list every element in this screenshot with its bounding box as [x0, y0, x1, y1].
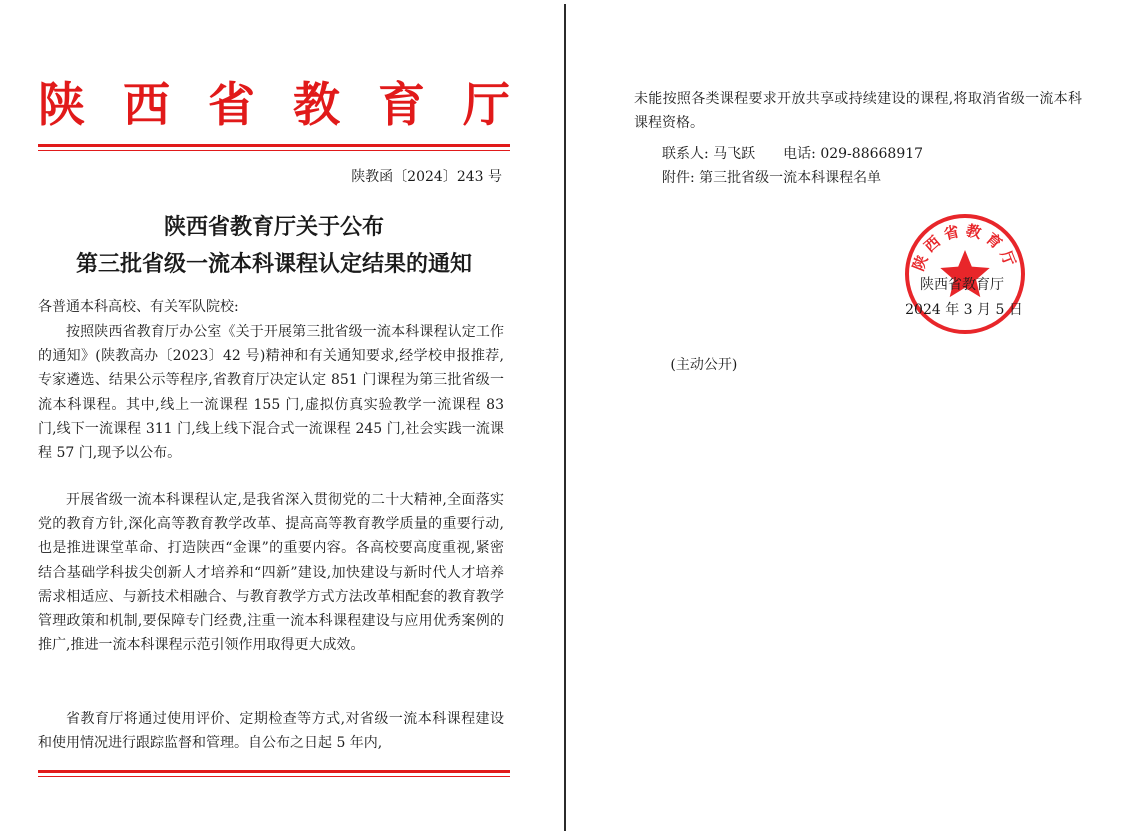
- body-paragraph-3: 省教育厅将通过使用评价、定期检查等方式,对省级一流本科课程建设和使用情况进行跟踪监督和管理。自公布之日起 5 年内,: [38, 711, 504, 752]
- contact-line: 联系人: 马飞跃 电话: 029-88668917: [662, 146, 924, 162]
- body-paragraph-3-continued: 未能按照各类课程要求开放共享或持续建设的课程,将取消省级一流本科课程资格。: [634, 91, 1082, 132]
- masthead-red-rule: [38, 144, 510, 147]
- masthead: [38, 76, 510, 136]
- document-number: 陕教函〔2024〕243 号: [351, 169, 502, 185]
- body-paragraph-1: 按照陕西省教育厅办公室《关于开展第三批省级一流本科课程认定工作的通知》(陕教高办〔2023〕42 号)精神和有关通知要求,经学校申报推荐,专家遴选、结果公示等程序,省教育厅决定认定 851 门课程为第三批省级一流本科课程。其中,线上一流课程 155 门,虚拟仿真实验教学一流课程 83 门,线下一流课程 311 门,线上线下混合式一流课程 245 门,社会实践一流课程 57 门,现予以公布。: [38, 324, 504, 462]
- footer-red-rule-thin: [38, 776, 510, 777]
- masthead-char: 省: [208, 78, 255, 133]
- footer-red-rule: [38, 770, 510, 773]
- seal-text: 陕西省教育厅: [909, 221, 1021, 274]
- masthead-char: 厅: [463, 78, 510, 133]
- salutation: 各普通本科高校、有关军队院校:: [38, 299, 239, 315]
- masthead-char: 教: [293, 78, 340, 133]
- notice-title-line2: 第三批省级一流本科课程认定结果的通知: [75, 251, 472, 277]
- masthead-char: 西: [123, 78, 170, 133]
- disclosure-label: (主动公开): [670, 357, 738, 373]
- masthead-red-rule-thin: [38, 150, 510, 151]
- body-paragraph-2: 开展省级一流本科课程认定,是我省深入贯彻党的二十大精神,全面落实党的教育方针,深化高等教育教学改革、提高高等教育教学质量的重要行动,也是推进课堂革命、打造陕西“金课”的重要内容。各高校要高度重视,紧密结合基础学科拔尖创新人才培养和“四新”建设,加快建设与新时代人才培养需求相适应、与新技术相融合、与教育教学方式方法改革相配套的教育教学管理政策和机制,要保障专门经费,注重一流本科课程建设与应用优秀案例的推广,推进一流本科课程示范引领作用取得更大成效。: [38, 492, 504, 654]
- notice-title-line1: 陕西省教育厅关于公布: [163, 214, 384, 240]
- issue-date: 2024 年 3 月 5 日: [905, 302, 1023, 318]
- issuer-signature: 陕西省教育厅: [920, 277, 1004, 293]
- masthead-char: 陕: [38, 78, 85, 133]
- attachment-line: 附件: 第三批省级一流本科课程名单: [662, 170, 882, 186]
- masthead-char: 育: [378, 78, 425, 133]
